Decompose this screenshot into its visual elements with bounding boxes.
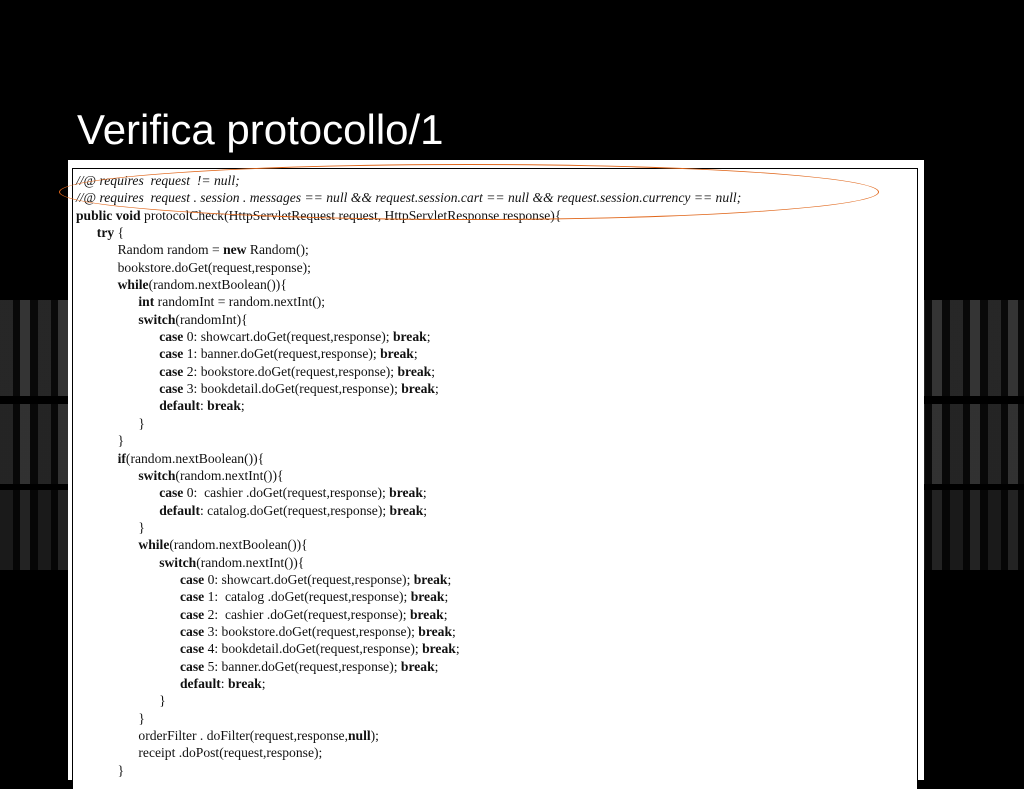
code-line: try { bbox=[96, 225, 125, 241]
code-line: int randomInt = random.nextInt(); bbox=[138, 294, 326, 310]
code-comment-line: //@ requires request != null; bbox=[76, 173, 240, 188]
code-line: default: break; bbox=[159, 398, 245, 414]
code-line: switch(random.nextInt()){ bbox=[138, 467, 284, 483]
code-line: case 3: bookstore.doGet(request,response); break; bbox=[180, 623, 456, 639]
code-line: while(random.nextBoolean()){ bbox=[138, 537, 308, 553]
code-line: case 4: bookdetail.doGet(request,response); break; bbox=[180, 641, 460, 657]
code-comment-line: //@ requires request . session . messages == null && request.session.cart == null && request.session.currency == null; bbox=[76, 190, 742, 206]
code-line: } bbox=[117, 433, 125, 449]
code-line: case 0: cashier .doGet(request,response); break; bbox=[159, 485, 427, 501]
code-line: Random random = new Random(); bbox=[117, 242, 309, 258]
code-line: default: break; bbox=[180, 675, 266, 691]
code-line: case 0: showcart.doGet(request,response); break; bbox=[159, 329, 431, 345]
code-line: case 5: banner.doGet(request,response); break; bbox=[180, 658, 439, 674]
code-line: case 2: cashier .doGet(request,response); break; bbox=[180, 606, 448, 622]
code-line: } bbox=[159, 693, 166, 709]
code-line: default: catalog.doGet(request,response); break; bbox=[159, 502, 428, 518]
code-line: receipt .doPost(request,response); bbox=[138, 745, 323, 761]
code-line: orderFilter . doFilter(request,response,null); bbox=[138, 728, 379, 743]
code-line: while(random.nextBoolean()){ bbox=[117, 277, 287, 293]
code-line: case 2: bookstore.doGet(request,response); break; bbox=[159, 363, 436, 379]
code-line: case 1: banner.doGet(request,response); break; bbox=[159, 346, 418, 362]
code-line: } bbox=[138, 415, 145, 431]
code-line: switch(randomInt){ bbox=[138, 311, 248, 327]
code-line: case 0: showcart.doGet(request,response); break; bbox=[180, 571, 452, 587]
slide-title: Verifica protocollo/1 bbox=[77, 106, 444, 153]
code-line: bookstore.doGet(request,response); bbox=[117, 259, 311, 275]
code-line: public void protocolCheck(HttpServletRequest request, HttpServletResponse response){ bbox=[76, 207, 562, 223]
code-line: case 1: catalog .doGet(request,response); break; bbox=[180, 589, 449, 605]
code-line: } bbox=[138, 519, 145, 535]
code-line: switch(random.nextInt()){ bbox=[159, 554, 305, 570]
code-line: if(random.nextBoolean()){ bbox=[117, 450, 265, 466]
code-line: } bbox=[117, 762, 125, 778]
code-line: case 3: bookdetail.doGet(request,response); break; bbox=[159, 381, 439, 397]
code-line: } bbox=[138, 710, 145, 726]
code-listing bbox=[76, 172, 741, 779]
